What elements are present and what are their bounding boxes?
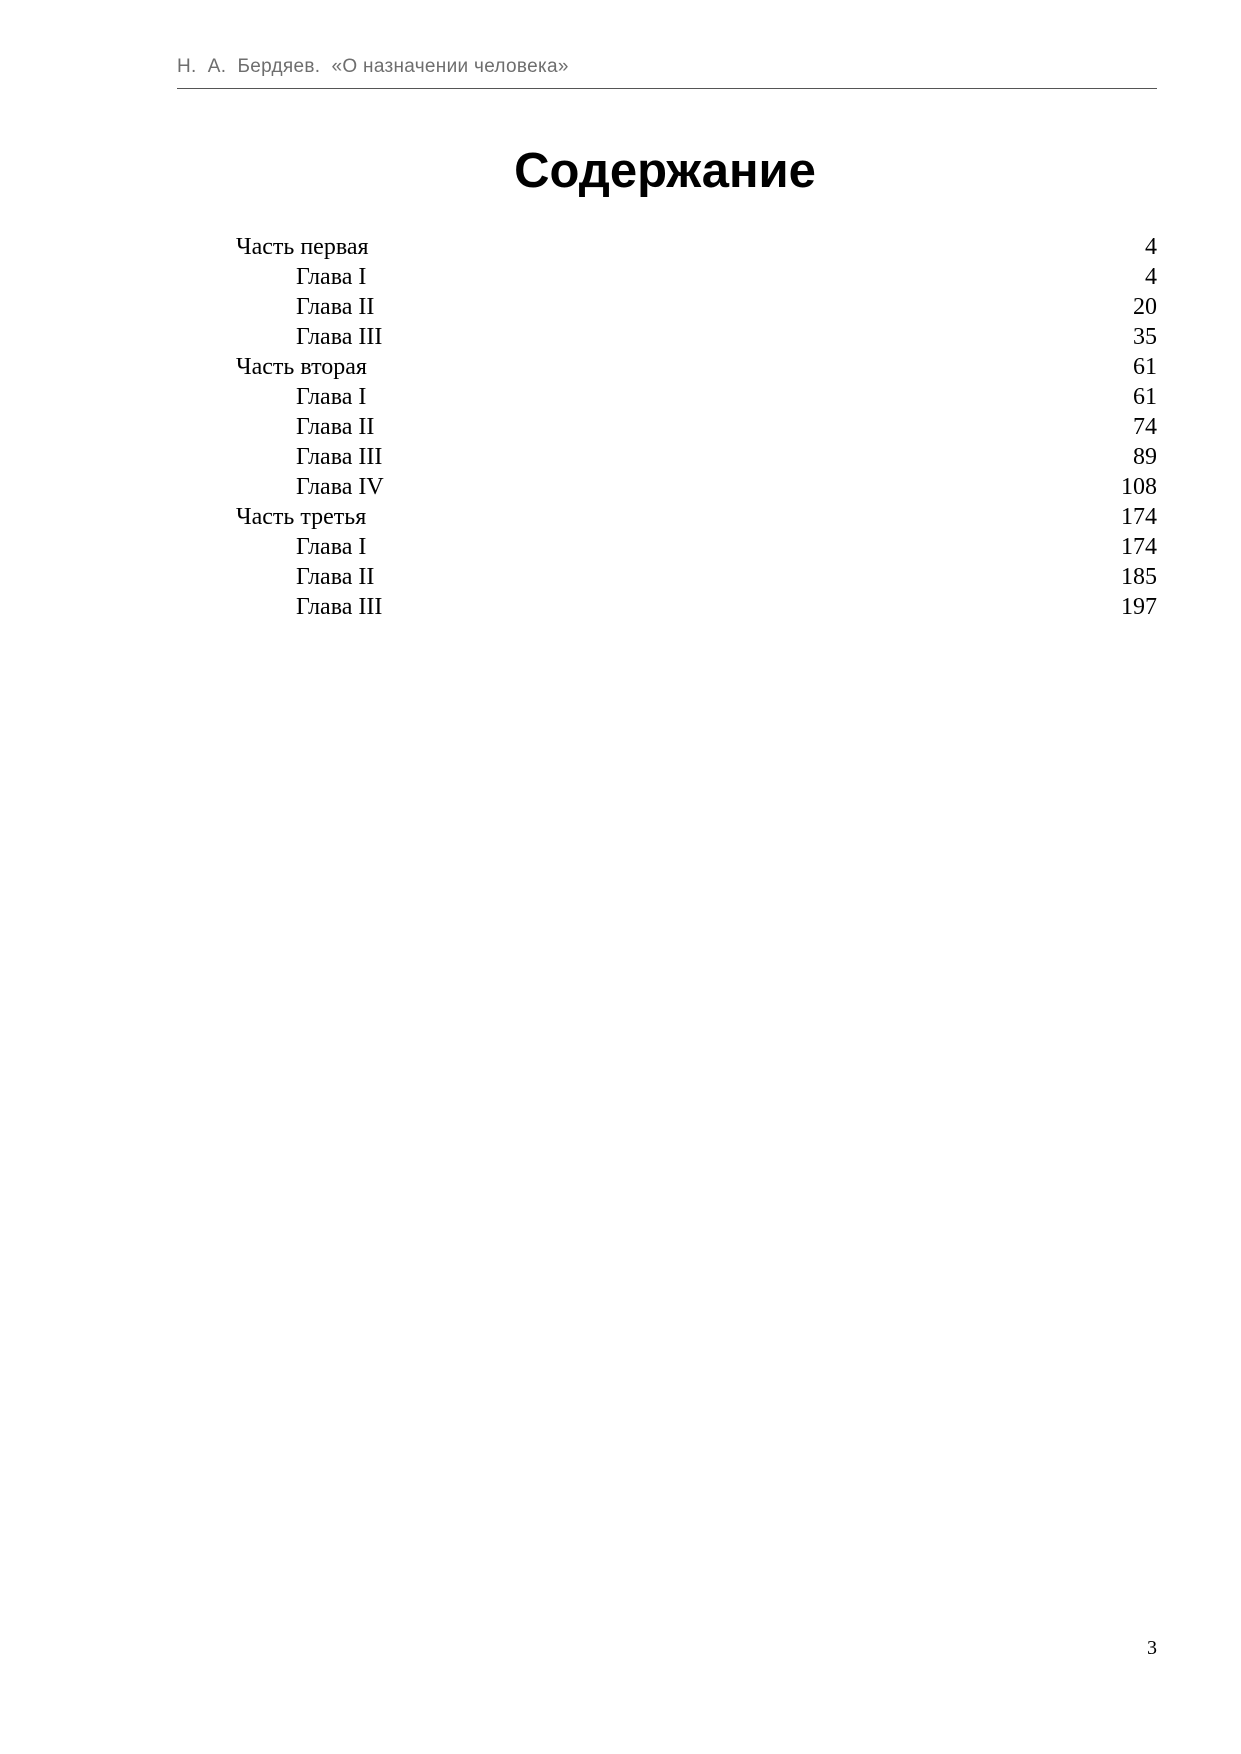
toc-entry-label: Глава III [296, 324, 383, 350]
toc-entry-label: Часть вторая [236, 354, 367, 380]
toc-entry-chapter[interactable] [236, 442, 1157, 472]
page-number: 3 [1147, 1637, 1157, 1659]
toc-entry-page: 20 [1133, 294, 1157, 320]
header-divider [177, 88, 1157, 89]
toc-entry-chapter[interactable] [236, 322, 1157, 352]
toc-entry-page: 4 [1145, 234, 1157, 260]
toc-entry-label: Глава IV [296, 474, 384, 500]
toc-entry-page: 89 [1133, 444, 1157, 470]
toc-entry-page: 174 [1121, 504, 1157, 530]
toc-entry-part-1[interactable] [236, 232, 1157, 262]
toc-entry-chapter[interactable] [236, 472, 1157, 502]
toc-entry-part-3[interactable] [236, 502, 1157, 532]
toc-entry-label: Глава III [296, 594, 383, 620]
toc-entry-chapter[interactable] [236, 262, 1157, 292]
toc-entry-label: Часть первая [236, 234, 369, 260]
toc-entry-chapter[interactable] [236, 562, 1157, 592]
toc-entry-page: 108 [1121, 474, 1157, 500]
toc-entry-chapter[interactable] [236, 382, 1157, 412]
toc-entry-page: 74 [1133, 414, 1157, 440]
toc-entry-chapter[interactable] [236, 592, 1157, 622]
table-of-contents [236, 232, 1157, 622]
toc-entry-page: 35 [1133, 324, 1157, 350]
toc-entry-page: 185 [1121, 564, 1157, 590]
toc-entry-label: Глава I [296, 384, 367, 410]
toc-entry-page: 61 [1133, 384, 1157, 410]
running-header: Н. А. Бердяев. «О назначении человека» [177, 56, 569, 77]
toc-entry-chapter[interactable] [236, 292, 1157, 322]
toc-entry-chapter[interactable] [236, 412, 1157, 442]
toc-entry-label: Глава III [296, 444, 383, 470]
toc-entry-label: Глава II [296, 414, 375, 440]
toc-entry-chapter[interactable] [236, 532, 1157, 562]
toc-entry-label: Глава II [296, 294, 375, 320]
toc-entry-label: Глава II [296, 564, 375, 590]
toc-entry-part-2[interactable] [236, 352, 1157, 382]
toc-entry-page: 4 [1145, 264, 1157, 290]
toc-entry-label: Глава I [296, 264, 367, 290]
toc-entry-label: Глава I [296, 534, 367, 560]
toc-entry-page: 174 [1121, 534, 1157, 560]
toc-entry-page: 197 [1121, 594, 1157, 620]
toc-entry-label: Часть третья [236, 504, 367, 530]
toc-entry-page: 61 [1133, 354, 1157, 380]
page-title: Содержание [514, 144, 816, 198]
